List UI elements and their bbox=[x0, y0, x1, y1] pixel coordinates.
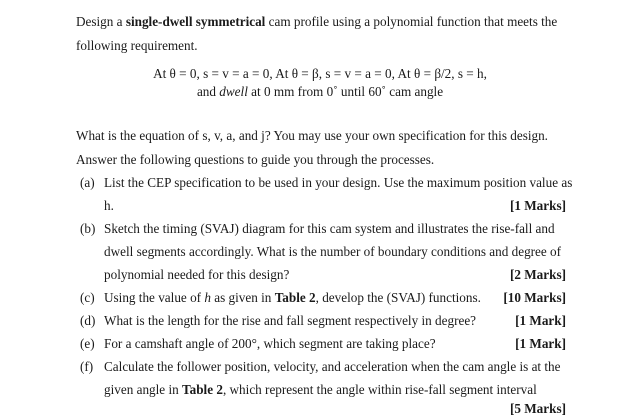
item-e-marks: [1 Mark] bbox=[515, 336, 566, 351]
item-c-marks: [10 Marks] bbox=[503, 290, 566, 305]
item-f-line-1: Calculate the follower position, velocity, and acceleration when the cam angle is at the bbox=[104, 359, 561, 374]
item-b-label: (b) bbox=[80, 221, 96, 236]
item-f-text-part: , which represent the angle within rise-fall segment interval bbox=[222, 382, 537, 397]
item-d-text: What is the length for the rise and fall segment respectively in degree? bbox=[104, 313, 477, 328]
item-f-line-2 bbox=[104, 382, 537, 398]
intro-text: cam profile using a polynomial function that meets the bbox=[265, 14, 558, 29]
requirement-text: and bbox=[196, 84, 220, 99]
question-line-1: What is the equation of s, v, a, and j? You may use your own specification for this design. bbox=[76, 128, 548, 143]
item-c-text-part: as given in bbox=[210, 290, 275, 305]
item-b-marks: [2 Marks] bbox=[509, 267, 566, 282]
item-b-line-2: dwell segments accordingly. What is the number of boundary conditions and degree of bbox=[104, 244, 562, 259]
item-a-marks: [1 Marks] bbox=[509, 198, 566, 213]
item-f-marks: [5 Marks] bbox=[509, 401, 566, 416]
intro-bold-text: single-dwell symmetrical bbox=[125, 14, 266, 29]
item-a-line-1: List the CEP specification to be used in your design. Use the maximum position value as bbox=[104, 175, 573, 190]
item-a-label: (a) bbox=[80, 175, 95, 190]
item-f-label: (f) bbox=[80, 359, 94, 374]
item-c-label: (c) bbox=[80, 290, 95, 305]
requirement-line-2 bbox=[0, 84, 640, 100]
item-f-table-ref: Table 2 bbox=[182, 382, 223, 397]
requirement-italic-text: dwell bbox=[219, 84, 248, 99]
intro-line-2: following requirement. bbox=[76, 38, 198, 53]
item-a-line-2: h. bbox=[104, 198, 114, 213]
intro-text: Design a bbox=[76, 14, 126, 29]
requirement-text: at 0 mm from 0˚ until 60˚ cam angle bbox=[247, 84, 444, 99]
item-d-label: (d) bbox=[80, 313, 96, 328]
item-e-text: For a camshaft angle of 200°, which segment are taking place? bbox=[104, 336, 436, 351]
item-c-text bbox=[104, 290, 481, 306]
intro-line-1 bbox=[76, 14, 557, 30]
question-line-2: Answer the following questions to guide you through the processes. bbox=[76, 152, 435, 167]
item-c-italic-h: h bbox=[204, 290, 211, 305]
item-c-text-part: , develop the (SVAJ) functions. bbox=[315, 290, 481, 305]
item-f-text-part: given angle in bbox=[104, 382, 183, 397]
item-e-label: (e) bbox=[80, 336, 95, 351]
requirement-line-1: At θ = 0, s = v = a = 0, At θ = β, s = v = a = 0, At θ = β/2, s = h, bbox=[153, 66, 487, 81]
item-d-marks: [1 Mark] bbox=[515, 313, 566, 328]
item-b-line-1: Sketch the timing (SVAJ) diagram for this cam system and illustrates the rise-fall and bbox=[104, 221, 555, 236]
item-c-text-part: Using the value of bbox=[104, 290, 205, 305]
item-c-table-ref: Table 2 bbox=[274, 290, 316, 305]
item-b-line-3: polynomial needed for this design? bbox=[104, 267, 290, 282]
